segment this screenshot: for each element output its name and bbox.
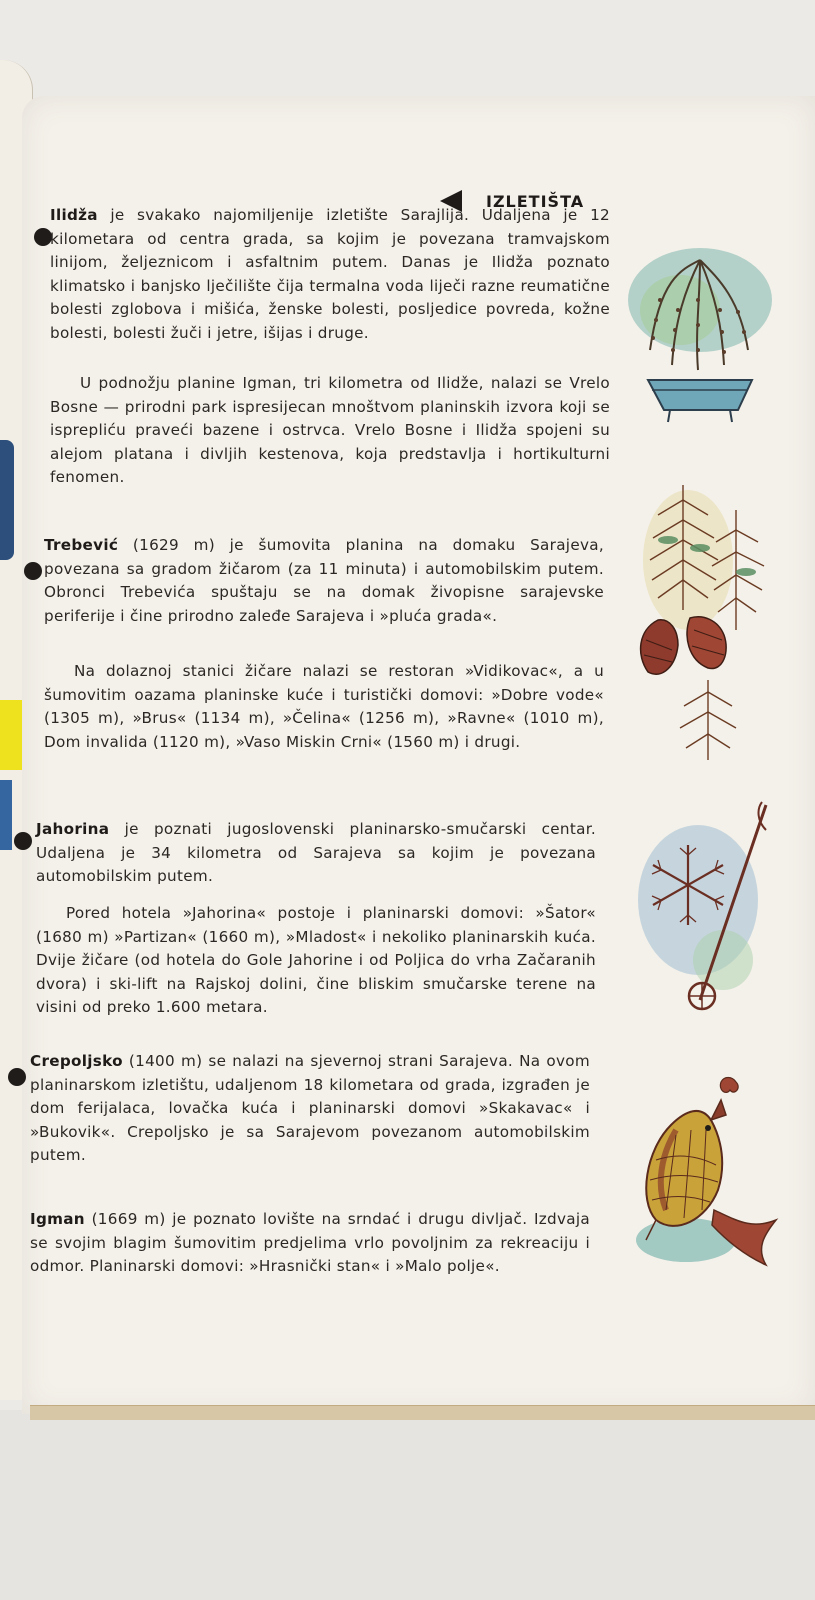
section-jahorina-title: Jahorina — [36, 820, 110, 838]
section-ilidza-paragraph — [50, 204, 610, 345]
section-jahorina-text: je poznati jugoslovenski planinarsko-smučarski centar. Udaljena je 34 kilometra od Sarajeva sa kojim je povezana automobilskim putem. — [36, 820, 596, 885]
section-crepoljsko-paragraph — [30, 1050, 590, 1168]
previous-page-ink-blue-2 — [0, 780, 12, 850]
section-ilidza-title: Ilidža — [50, 206, 98, 224]
section-trebevic-title: Trebević — [44, 536, 119, 554]
section-jahorina-paragraph — [36, 818, 596, 889]
section-igman-text: (1669 m) je poznato lovište na srndać i drugu divljač. Izdvaja se svojim blagim šumovitim predjelima vrlo povoljnim za rekreaciju i odmor. Planinarski domovi: »Hrasnički stan« i »Malo polje«. — [30, 1210, 590, 1275]
section-trebevic-paragraph-2: Na dolaznoj stanici žičare nalazi se restoran »Vidikovac«, a u šumovitim oazama planinske kuće i turistički domovi: »Dobre vode« (1305 m), »Brus« (1134 m), »Čelina« (1256 m), »Ravne« (1010 m), Dom invalida (1120 m), »Vaso Miskin Crni« (1560 m) i drugi. — [44, 662, 604, 751]
page-stack-edge — [30, 1405, 815, 1420]
snowflake-ski-pole-icon — [628, 800, 778, 1030]
bullet-icon — [24, 562, 42, 580]
bullet-icon — [14, 832, 32, 850]
section-igman-title: Igman — [30, 1210, 85, 1228]
fish-icon — [626, 1070, 781, 1290]
section-trebevic-text: (1629 m) je šumovita planina na domaku Sarajeva, povezana sa gradom žičarom (za 11 minuta) i automobilskim putem. Obronci Trebevića spuštaju se na domak živopisne sarajevske periferije i čine prirodno zaleđe Sarajeva i »pluća grada«. — [44, 536, 604, 625]
section-crepoljsko-title: Crepoljsko — [30, 1052, 123, 1070]
pine-branches-icon — [628, 480, 778, 770]
bullet-icon — [8, 1068, 26, 1086]
table-surface — [0, 1410, 815, 1600]
section-jahorina-paragraph-2: Pored hotela »Jahorina« postoje i planinarski domovi: »Šator« (1680 m) »Partizan« (1660 m), »Mladost« i nekoliko planinarskih kuća. Dvije žičare (od hotela do Gole Jahorine i od Poljica do vrha Začaranih dvora) i ski-lift na Rajskoj dolini, čine bliskim smučarske terene na visini od preko 1.600 metara. — [36, 904, 596, 1016]
section-ilidza-text: je svakako najomiljenije izletište Sarajlija. Udaljena je 12 kilometara od centra grada, sa kojim je povezana tramvajskom linijom, željeznicom i asfaltnim putem. Danas je Ilidža poznato klimatsko i banjsko lječilište čija termalna voda liječi razne reumatične bolesti zglobova i mišića, ženske bolesti, posljedice povreda, kožne bolesti, bolesti žuči i jetre, išijas i druge. — [50, 206, 610, 342]
section-igman-paragraph — [30, 1208, 590, 1279]
page-title: IZLETIŠTA — [486, 191, 585, 211]
section-ilidza-paragraph-2: U podnožju planine Igman, tri kilometra od Ilidže, nalazi se Vrelo Bosne — prirodni park ispresijecan mnoštvom planinskih izvora koji se isprepliću praveći bazene i ostrvca. Vrelo Bosne i Ilidža spojeni su alejom platana i divljih kestenova, koja predstavlja i hortikulturni fenomen. — [50, 374, 610, 486]
previous-page-ink-blue — [0, 440, 14, 560]
section-crepoljsko-text: (1400 m) se nalazi na sjevernoj strani Sarajeva. Na ovom planinarskom izletištu, udaljenom 18 kilometara od grada, izgrađen je dom ferijalaca, lovačka kuća i planinarski domovi »Skakavac« i »Bukovik«. Crepoljsko je sa Sarajevom povezanom automobilskim putem. — [30, 1052, 590, 1164]
section-trebevic-paragraph — [44, 534, 604, 628]
willow-bonsai-icon — [620, 240, 780, 430]
